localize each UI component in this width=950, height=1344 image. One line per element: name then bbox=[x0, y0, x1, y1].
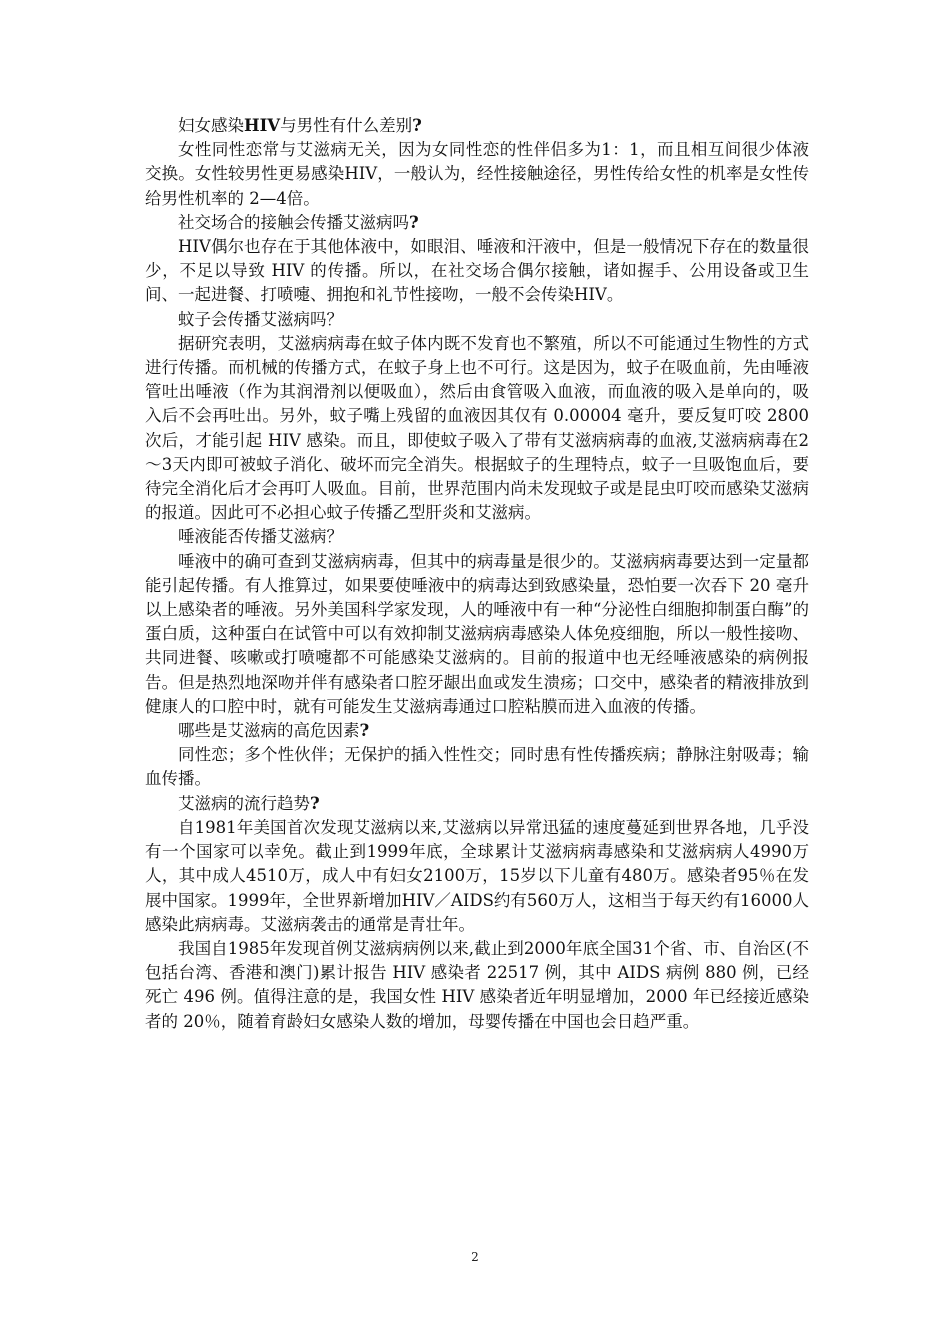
question-heading: 社交场合的接触会传播艾滋病吗? bbox=[178, 212, 419, 232]
answer-paragraph: 同性恋；多个性伙伴；无保护的插入性性交；同时患有性传播疾病；静脉注射吸毒；输血传播。 bbox=[145, 745, 809, 789]
question-heading: 艾滋病的流行趋势? bbox=[178, 793, 320, 813]
question-heading: 蚊子会传播艾滋病吗？ bbox=[178, 309, 343, 329]
answer-paragraph: 自1981年美国首次发现艾滋病以来,艾滋病以异常迅猛的速度蔓延到世界各地，几乎没有一个国家可以幸免。截止到1999年底，全球累计艾滋病病毒感染和艾滋病病人4990万人，其中成人4510万，成人中有妇女2100万，15岁以下儿童有480万。感染者95％在发展中国家。1999年，全世界新增加HIV／AIDS约有560万人，这相当于每天约有16000人感染此病病毒。艾滋病袭击的通常是青壮年。 bbox=[145, 817, 809, 934]
page-body bbox=[145, 114, 809, 1034]
page-number: 2 bbox=[471, 1250, 479, 1264]
answer-paragraph: 女性同性恋常与艾滋病无关，因为女同性恋的性伴侣多为1：1，而且相互间很少体液交换。女性较男性更易感染HIV，一般认为，经性接触途径，男性传给女性的机率是女性传给男性机率的 2—4倍。 bbox=[145, 140, 809, 208]
answer-paragraph: HIV偶尔也存在于其他体液中，如眼泪、唾液和汗液中，但是一般情况下存在的数量很少，不足以导致 HIV 的传播。所以，在社交场合偶尔接触，诸如握手、公用设备或卫生间、一起进餐、打喷嚏、拥抱和礼节性接吻，一般不会传染HIV。 bbox=[145, 237, 809, 305]
question-heading: 唾液能否传播艾滋病？ bbox=[178, 527, 343, 547]
answer-paragraph: 据研究表明，艾滋病病毒在蚊子体内既不发育也不繁殖，所以不可能通过生物性的方式进行传播。而机械的传播方式，在蚊子身上也不可行。这是因为，蚊子在吸血前，先由唾液管吐出唾液（作为其润滑剂以便吸血），然后由食管吸入血液，而血液的吸入是单向的，吸入后不会再吐出。另外，蚊子嘴上残留的血液因其仅有 0.00004 毫升，要反复叮咬 2800 次后，才能引起 HIV 感染。而且，即使蚊子吸入了带有艾滋病病毒的血液,艾滋病病毒在2～3天内即可被蚊子消化、破坏而完全消失。根据蚊子的生理特点，蚊子一旦吸饱血后，要待完全消化后才会再叮人吸血。目前，世界范围内尚未发现蚊子或是昆虫叮咬而感染艾滋病的报道。因此可不必担心蚊子传播乙型肝炎和艾滋病。 bbox=[145, 333, 809, 523]
answer-paragraph: 我国自1985年发现首例艾滋病病例以来,截止到2000年底全国31个省、市、自治区(不包括台湾、香港和澳门)累计报告 HIV 感染者 22517 例，其中 AIDS 病例 880 例，已经死亡 496 例。值得注意的是，我国女性 HIV 感染者近年明显增加，2000 年已经接近感染者的 20％，随着育龄妇女感染人数的增加，母婴传播在中国也会日趋严重。 bbox=[145, 938, 809, 1031]
question-heading: 妇女感染HIV与男性有什么差别? bbox=[178, 116, 422, 135]
question-heading: 哪些是艾滋病的高危因素? bbox=[178, 721, 370, 741]
answer-paragraph: 唾液中的确可查到艾滋病病毒，但其中的病毒量是很少的。艾滋病病毒要达到一定量都能引起传播。有人推算过，如果要使唾液中的病毒达到致感染量，恐怕要一次吞下 20 毫升以上感染者的唾液。另外美国科学家发现，人的唾液中有一种“分泌性白细胞抑制蛋白酶”的蛋白质，这种蛋白在试管中可以有效抑制艾滋病病毒感染人体免疫细胞，所以一般性接吻、共同进餐、咳嗽或打喷嚏都不可能感染艾滋病的。目前的报道中也无经唾液感染的病例报告。但是热烈地深吻并伴有感染者口腔牙龈出血或发生溃疡；口交中，感染者的精液排放到健康人的口腔中时，就有可能发生艾滋病毒通过口腔粘膜而进入血液的传播。 bbox=[145, 551, 809, 716]
